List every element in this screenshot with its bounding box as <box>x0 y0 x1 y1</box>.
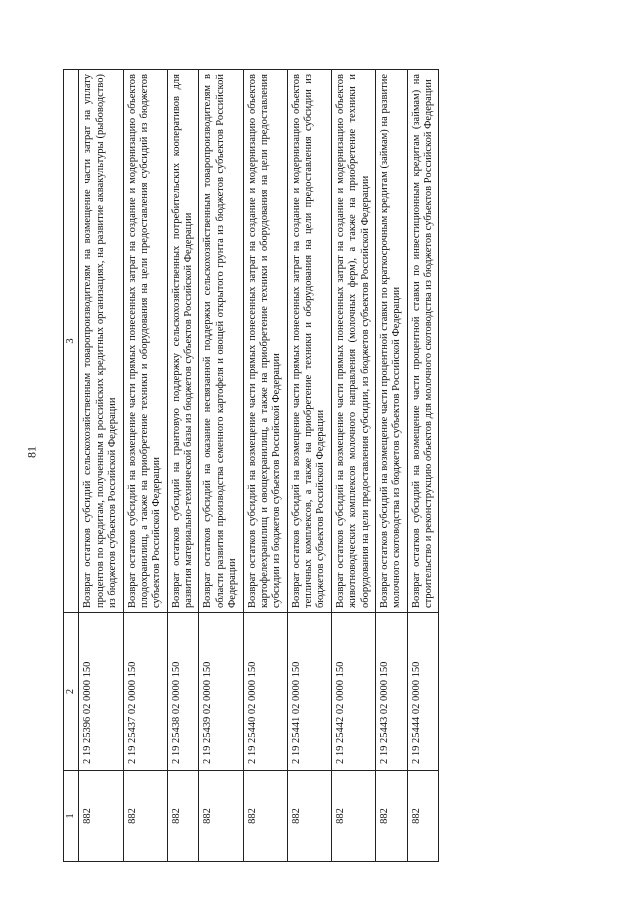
budget-code-cell: 2 19 25438 02 0000 150 <box>167 613 199 771</box>
description-cell: Возврат остатков субсидий на грантовую поддержку сельскохозяйственных потребительских кооперативов для развития материально-технической базы из бюджетов субъектов Российской Федерации <box>167 70 199 613</box>
table-row <box>243 70 287 862</box>
admin-code-cell: 882 <box>407 771 439 862</box>
budget-code-cell: 2 19 25439 02 0000 150 <box>199 613 243 771</box>
budget-code-cell: 2 19 25440 02 0000 150 <box>243 613 287 771</box>
admin-code-cell: 882 <box>375 771 407 862</box>
table-row <box>287 70 331 862</box>
column-header-1: 1 <box>64 771 79 862</box>
table-body <box>79 70 439 862</box>
description-cell: Возврат остатков субсидий на возмещение части процентной ставки по краткосрочным кредитам (займам) на развитие молочного скотоводства из бюджетов субъектов Российской Федерации <box>375 70 407 613</box>
description-cell: Возврат остатков субсидий на возмещение части прямых понесенных затрат на создание и модернизацию объектов животноводческих комплексов молочного направления (молочных ферм), а также на приобретение техники и оборудования на цели предоставления субсидии, из бюджетов субъектов Российской Федерации <box>331 70 375 613</box>
budget-code-cell: 2 19 25396 02 0000 150 <box>79 613 123 771</box>
admin-code-cell: 882 <box>287 771 331 862</box>
admin-code-cell: 882 <box>123 771 167 862</box>
table-row <box>199 70 243 862</box>
column-header-3: 3 <box>64 70 79 613</box>
admin-code-cell: 882 <box>331 771 375 862</box>
table-row <box>331 70 375 862</box>
budget-code-cell: 2 19 25442 02 0000 150 <box>331 613 375 771</box>
table-row <box>79 70 123 862</box>
header-row <box>64 70 79 862</box>
description-cell: Возврат остатков субсидий на возмещение части прямых понесенных затрат на создание и модернизацию объектов картофелехранилищ и овощехранилищ, а также на приобретение техники и оборудования на цели предоставления субсидии из бюджетов субъектов Российской Федерации <box>243 70 287 613</box>
admin-code-cell: 882 <box>167 771 199 862</box>
table-row <box>123 70 167 862</box>
budget-code-cell: 2 19 25444 02 0000 150 <box>407 613 439 771</box>
description-cell: Возврат остатков субсидий на возмещение части прямых понесенных затрат на создание и модернизацию объектов плодохранилищ, а также на приобретение техники и оборудования на цели предоставления субсидий из бюджетов субъектов Российской Федерации <box>123 70 167 613</box>
description-cell: Возврат остатков субсидий на оказание несвязанной поддержки сельскохозяйственным товаропроизводителям в области развития производства семенного картофеля и овощей открытого грунта из бюджетов субъектов Российской Федерации <box>199 70 243 613</box>
description-cell: Возврат остатков субсидий сельскохозяйственным товаропроизводителям на возмещение части затрат на уплату процентов по кредитам, полученным в российских кредитных организациях, на развитие аквакультуры (рыбоводство) из бюджетов субъектов Российской Федерации <box>79 70 123 613</box>
budget-code-cell: 2 19 25443 02 0000 150 <box>375 613 407 771</box>
budget-code-cell: 2 19 25441 02 0000 150 <box>287 613 331 771</box>
table-row <box>375 70 407 862</box>
table-header <box>64 70 79 862</box>
column-header-2: 2 <box>64 613 79 771</box>
admin-code-cell: 882 <box>79 771 123 862</box>
budget-code-cell: 2 19 25437 02 0000 150 <box>123 613 167 771</box>
rotated-table-container <box>63 70 439 862</box>
budget-codes-table <box>63 69 439 862</box>
table-row <box>167 70 199 862</box>
description-cell: Возврат остатков субсидий на возмещение части процентной ставки по инвестиционным кредитам (займам) на строительство и реконструкцию объектов для молочного скотоводства из бюджетов субъектов Российской Федерации <box>407 70 439 613</box>
admin-code-cell: 882 <box>243 771 287 862</box>
description-cell: Возврат остатков субсидий на возмещение части прямых понесенных затрат на создание и модернизацию объектов тепличных комплексов, а также на приобретение техники и оборудования на цели предоставления субсидии из бюджетов субъектов Российской Федерации <box>287 70 331 613</box>
admin-code-cell: 882 <box>199 771 243 862</box>
page-number: 81 <box>24 446 39 458</box>
table-row <box>407 70 439 862</box>
